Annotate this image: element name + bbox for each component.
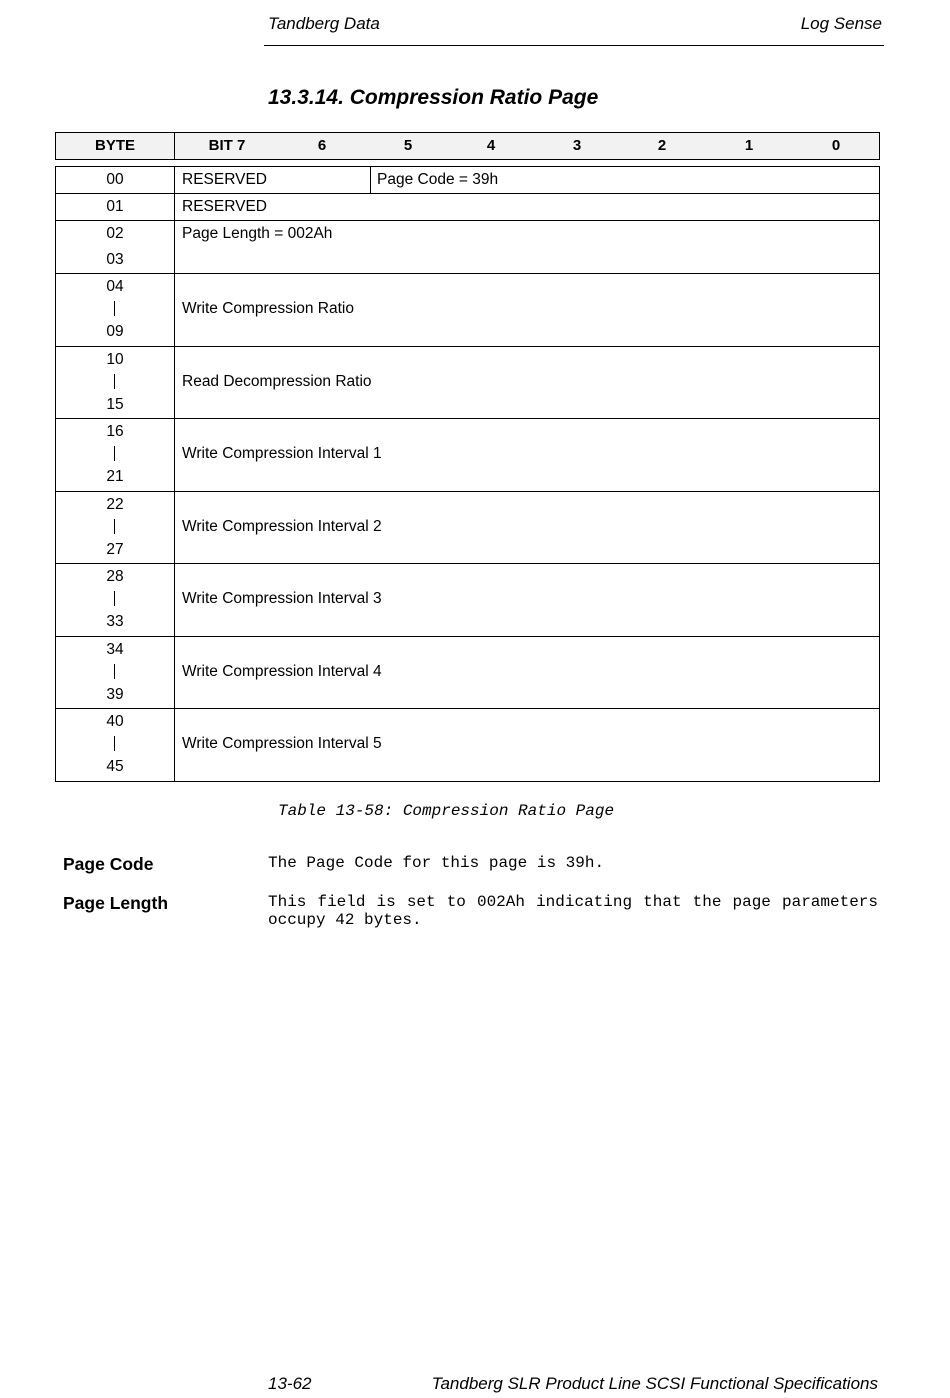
byte-number-start: 10 [106, 350, 124, 368]
field-name: Read Decompression Ratio [182, 372, 372, 390]
section-title: 13.3.14. Compression Ratio Page [268, 86, 599, 109]
field-cell [175, 564, 879, 636]
byte-number: 01 [106, 198, 124, 215]
byte-number-end: 03 [106, 251, 124, 268]
footer-page-number: 13-62 [268, 1374, 312, 1393]
range-bar [114, 519, 115, 534]
definition-text-page-code: The Page Code for this page is 39h. [268, 854, 605, 872]
field-name: Write Compression Interval 4 [182, 662, 382, 680]
bit-2-header: 2 [657, 137, 667, 154]
table-row [56, 167, 879, 193]
byte-cell [56, 637, 175, 709]
field-name: RESERVED [182, 171, 267, 188]
bit-0-header: 0 [831, 137, 841, 154]
bit-4-header: 4 [486, 137, 496, 154]
byte-number-end: 39 [106, 685, 124, 703]
bit-1-header: 1 [744, 137, 754, 154]
byte-cell [56, 167, 175, 193]
table-row [56, 636, 879, 709]
field-name: Write Compression Interval 3 [182, 590, 382, 607]
byte-cell [56, 709, 175, 781]
byte-number-start: 02 [106, 225, 124, 242]
field-name: Write Compression Interval 2 [182, 517, 382, 535]
header-left: Tandberg Data [268, 14, 380, 33]
range-bar [114, 664, 115, 679]
compression-ratio-table [55, 166, 880, 782]
byte-number-end: 21 [106, 468, 124, 485]
table-row [56, 193, 879, 220]
byte-column-header: BYTE [56, 133, 175, 159]
field-divider [370, 167, 371, 193]
byte-cell [56, 347, 175, 419]
byte-number-start: 34 [106, 640, 124, 658]
byte-number-end: 09 [106, 323, 124, 340]
field-name: Write Compression Interval 1 [182, 445, 382, 462]
field-name: RESERVED [182, 198, 267, 215]
byte-cell [56, 492, 175, 564]
range-bar [114, 446, 115, 461]
table-row [56, 346, 879, 419]
byte-number-start: 28 [106, 568, 124, 585]
definition-text-page-length: This field is set to 002Ah indicating that the page parameters occupy 42 bytes. [268, 893, 878, 929]
field-cell [175, 274, 879, 346]
byte-number-end: 15 [106, 395, 124, 413]
byte-number-end: 33 [106, 613, 124, 630]
byte-number: 00 [106, 171, 124, 188]
table-row [56, 220, 879, 273]
field-name: Page Code = 39h [377, 171, 499, 188]
bit-header [55, 132, 880, 160]
bit-3-header: 3 [572, 137, 582, 154]
header-rule [264, 45, 884, 46]
table-caption: Table 13-58: Compression Ratio Page [278, 802, 615, 820]
byte-number-start: 04 [106, 278, 124, 295]
field-name: Page Length = 002Ah [182, 225, 333, 242]
byte-number-end: 27 [106, 540, 124, 558]
range-bar [114, 736, 115, 751]
field-cell [175, 709, 879, 781]
field-cell [175, 492, 879, 564]
table-row [56, 708, 879, 781]
bit-7-header: BIT 7 [208, 137, 246, 154]
header-right: Log Sense [800, 14, 882, 33]
field-name: Write Compression Interval 5 [182, 735, 382, 752]
bit-5-header: 5 [403, 137, 413, 154]
field-cell [175, 637, 879, 709]
definition-term-page-length: Page Length [63, 893, 169, 913]
byte-cell [56, 194, 175, 220]
definition-term-page-code: Page Code [63, 854, 154, 874]
byte-number-start: 22 [106, 495, 124, 513]
byte-cell [56, 274, 175, 346]
field-cell [175, 419, 879, 491]
byte-cell [56, 419, 175, 491]
footer-doc-title: Tandberg SLR Product Line SCSI Functional Specifications [431, 1374, 878, 1393]
range-bar [114, 301, 115, 316]
byte-number-start: 16 [106, 423, 124, 440]
table-row [56, 563, 879, 636]
range-bar [114, 591, 115, 606]
table-row [56, 491, 879, 564]
bit-6-header: 6 [317, 137, 327, 154]
byte-cell [56, 221, 175, 273]
range-bar [114, 374, 115, 389]
table-row [56, 273, 879, 346]
field-cell [175, 194, 879, 220]
field-name: Write Compression Ratio [182, 300, 354, 317]
byte-number-end: 45 [106, 758, 124, 775]
field-cell [175, 221, 879, 273]
field-cell [175, 167, 879, 193]
byte-cell [56, 564, 175, 636]
field-cell [175, 347, 879, 419]
byte-number-start: 40 [106, 713, 124, 730]
table-row [56, 418, 879, 491]
